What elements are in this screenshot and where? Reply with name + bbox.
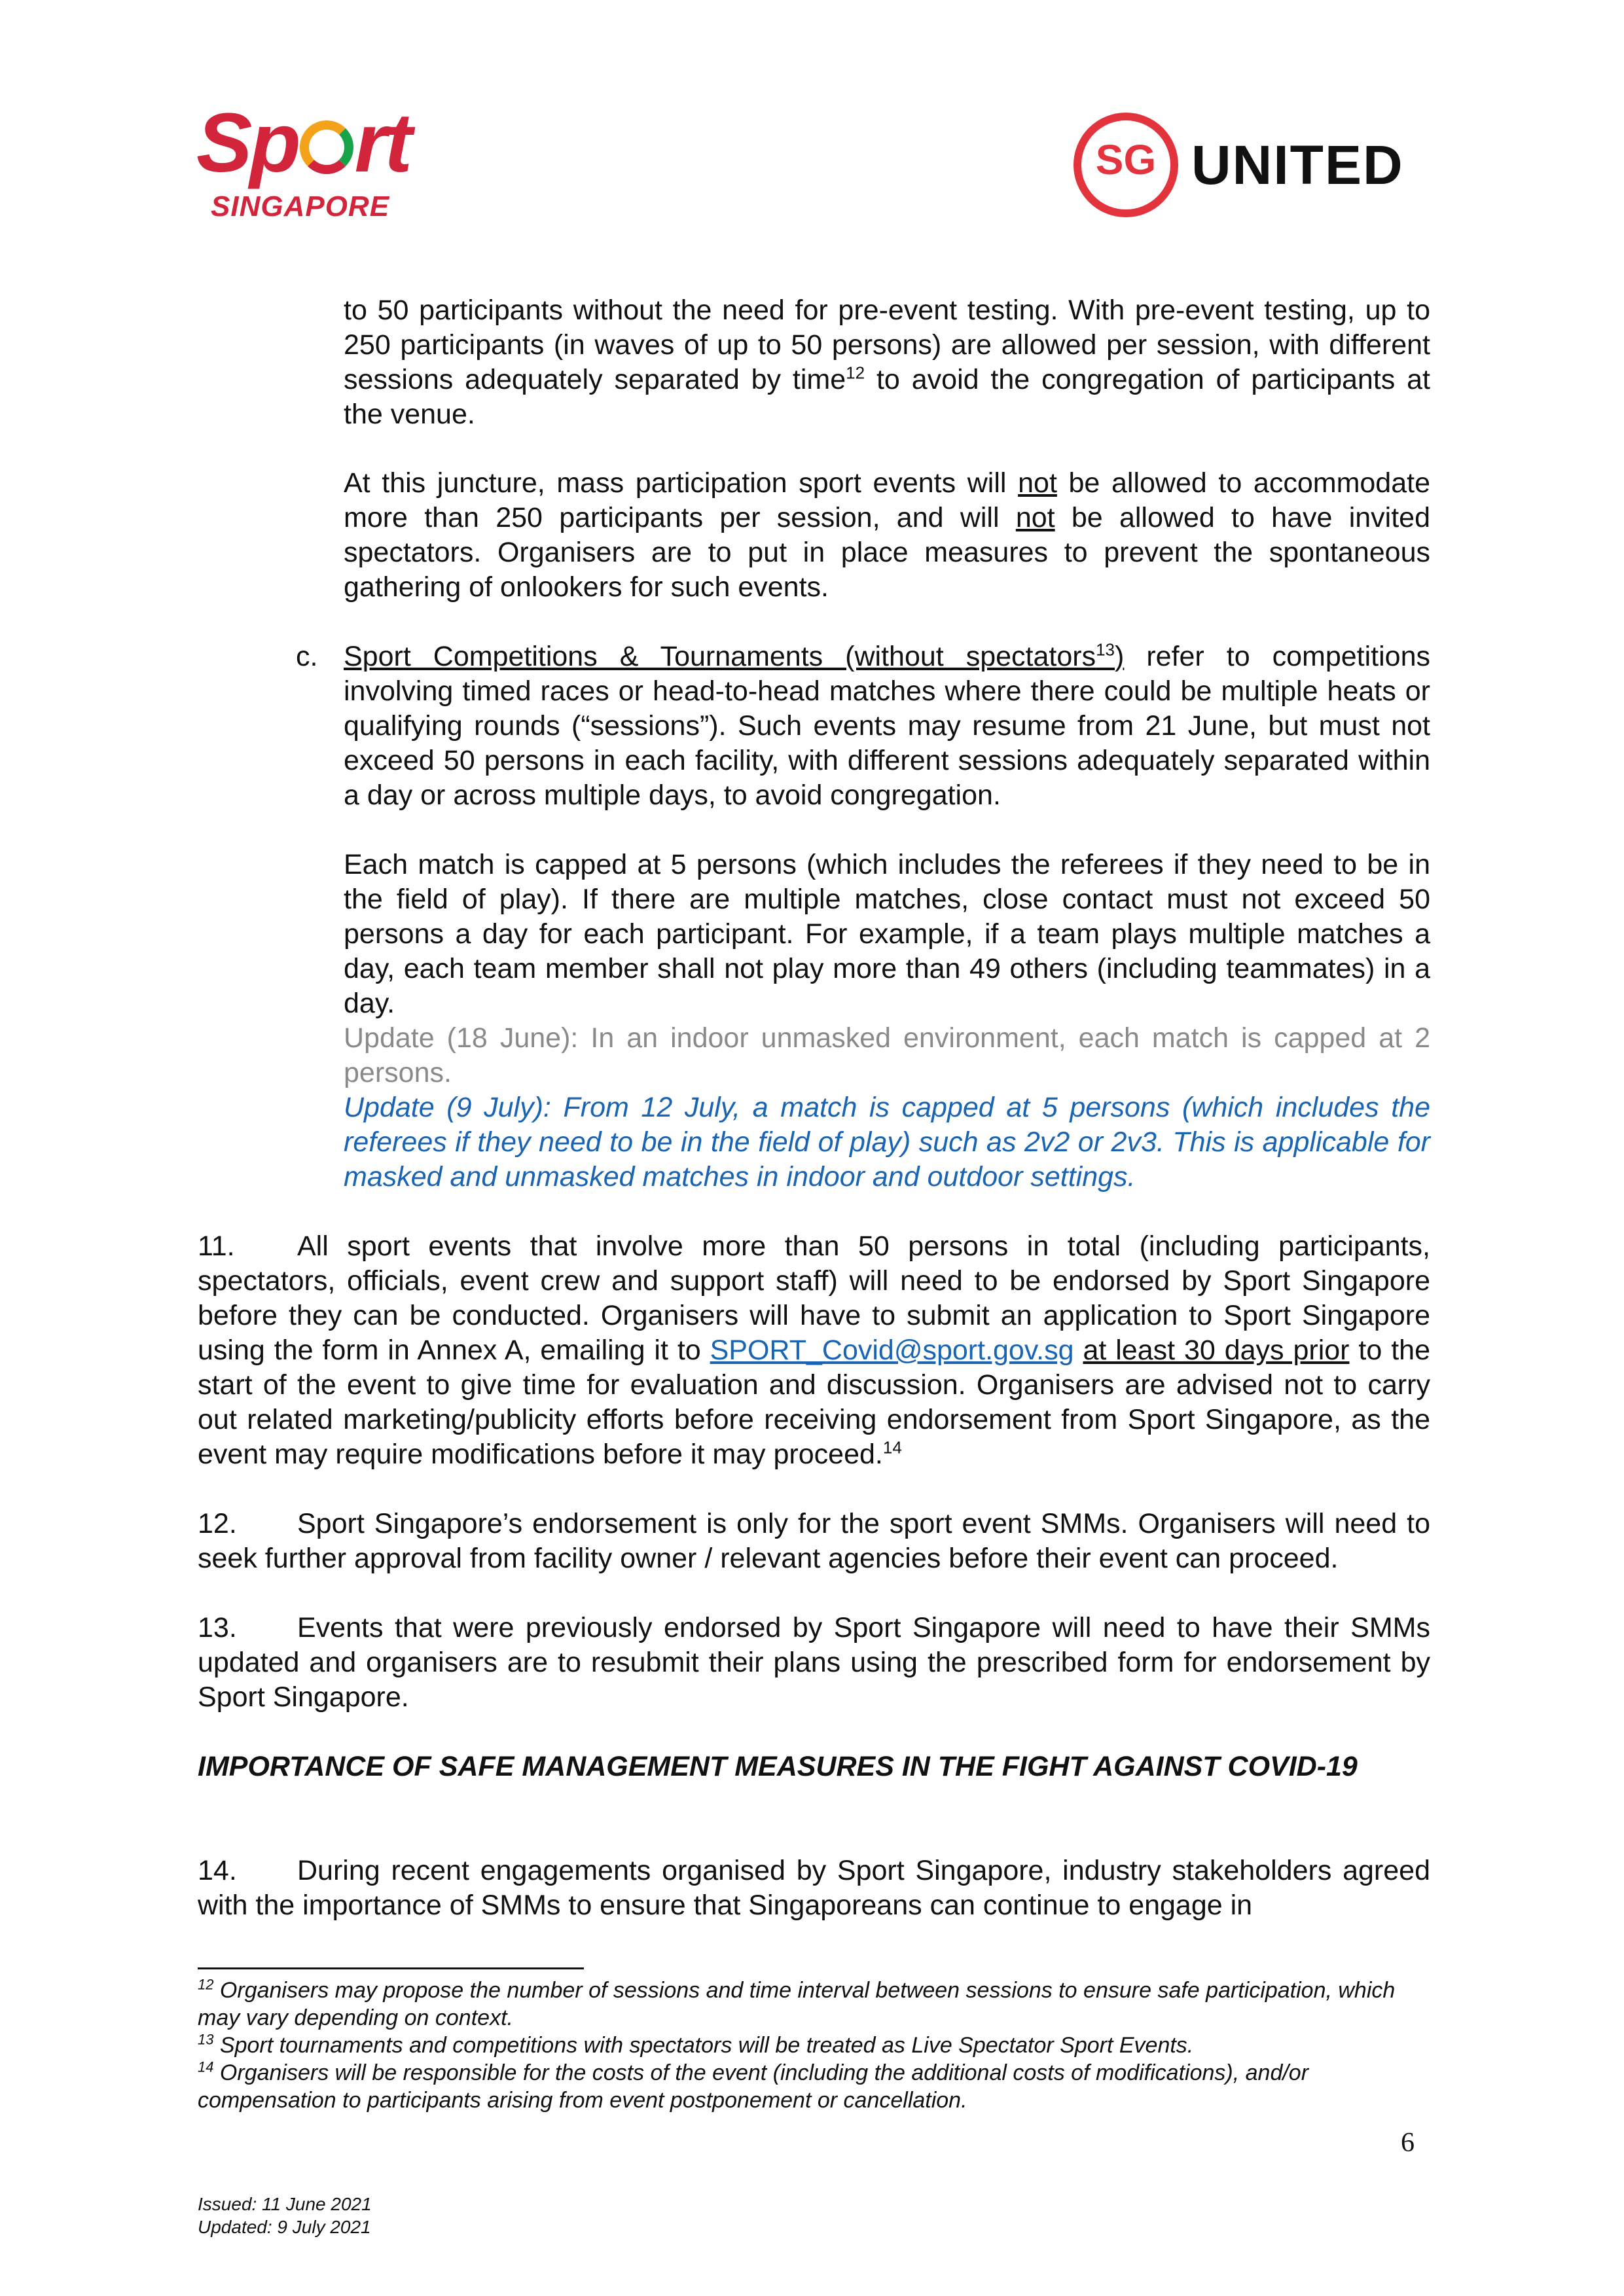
- issued-date: Issued: 11 June 2021: [198, 2194, 372, 2214]
- item-c-paragraph: [344, 639, 1430, 813]
- para12-text: Sport Singapore’s endorsement is only for the sport event SMMs. Organisers will need to seek further approval from facility owner / relevant agencies before their event can proceed.: [198, 1508, 1430, 1574]
- paragraph-14: [198, 1854, 1430, 1923]
- para13-text: Events that were previously endorsed by Sport Singapore will need to have their SMMs updated and organisers are to resubmit their plans using the prescribed form for endorsement by Sport Singapore.: [198, 1612, 1430, 1713]
- mass-text-2: be allowed to accommodate more than 250 participants per session, and will: [344, 467, 1430, 533]
- sg-united-logo: [1074, 113, 1440, 217]
- footnote-divider: [198, 1967, 584, 1969]
- continuation-text-end: to avoid the congregation of participants at the venue.: [344, 364, 1431, 430]
- sport-logo-text-end: rt: [354, 96, 410, 190]
- sport-logo-word: [196, 96, 410, 190]
- footnote-ref-14[interactable]: 14: [882, 1437, 902, 1458]
- sport-singapore-logo: [196, 96, 452, 226]
- email-link[interactable]: SPORT_Covid@sport.gov.sg: [710, 1335, 1074, 1366]
- sport-logo-subtitle: SINGAPORE: [211, 190, 390, 223]
- footnote-number: 13: [198, 2031, 214, 2048]
- footnote-text: Organisers will be responsible for the costs of the event (including the additional costs of modifications), and/or compensation to participants arising from event postponement or cancellation.: [198, 2060, 1309, 2113]
- mass-text-3: be allowed to have invited spectators. Organisers are to put in place measures to prevent the spontaneous gathering of onlookers for such events.: [344, 502, 1430, 603]
- mass-not-1: not: [1018, 467, 1057, 499]
- footnote-ref-13[interactable]: 13: [1096, 639, 1115, 660]
- footnote-text: Sport tournaments and competitions with spectators will be treated as Live Spectator Sport Events.: [213, 2033, 1194, 2058]
- mass-participation-paragraph: [344, 466, 1430, 605]
- footnote-ref-12[interactable]: 12: [846, 363, 865, 383]
- section-heading: IMPORTANCE OF SAFE MANAGEMENT MEASURES IN THE FIGHT AGAINST COVID-19: [198, 1751, 1358, 1782]
- updated-date: Updated: 9 July 2021: [198, 2217, 371, 2237]
- paragraph-13: [198, 1611, 1430, 1715]
- paragraph-12: [198, 1507, 1430, 1576]
- list-marker-c: c.: [296, 641, 318, 672]
- para11-deadline: at least 30 days prior: [1083, 1335, 1350, 1366]
- mass-text-1: At this juncture, mass participation sport events will: [344, 467, 1019, 499]
- footnote-number: 14: [198, 2058, 214, 2075]
- footnote-12: [198, 1977, 1430, 2032]
- continuation-text: to 50 participants without the need for pre-event testing. With pre-event testing, up to 250 participants (in waves of up to 50 persons) are allowed per session, with different sessions adequately separated by time: [344, 295, 1430, 395]
- sport-logo-ring-icon: [300, 120, 353, 174]
- para11-text-3: to the start of the event to give time for evaluation and discussion. Organisers are advised not to carry out related marketing/publicity efforts before receiving endorsement from Sport Singapore, as the event may require modifications before it may proceed.: [198, 1335, 1430, 1470]
- item-c-title-close: ): [1115, 641, 1125, 672]
- sg-badge-text: SG: [1095, 136, 1157, 183]
- match-cap-text: Each match is capped at 5 persons (which includes the referees if they need to be in the field of play). If there are multiple matches, close contact must not exceed 50 persons a day for each participant. For example, if a team plays multiple matches a day, each team member shall not play more than 49 others (including teammates) in a day.: [344, 849, 1430, 1019]
- paragraph-number: 13.: [198, 1612, 237, 1643]
- mass-not-2: not: [1015, 502, 1055, 533]
- item-c-title-text: Sport Competitions & Tournaments (without spectators: [344, 641, 1096, 672]
- para14-text: During recent engagements organised by Sport Singapore, industry stakeholders agreed with the importance of SMMs to ensure that Singaporeans can continue to engage in: [198, 1855, 1430, 1921]
- sport-logo-text-start: Sp: [196, 96, 298, 190]
- match-cap-paragraph: [344, 848, 1430, 1021]
- issued-dates: [198, 2193, 372, 2238]
- update-9-july: Update (9 July): From 12 July, a match is capped at 5 persons (which includes the referees if they need to be in the field of play) such as 2v2 or 2v3. This is applicable for masked and unmasked matches in indoor and outdoor settings.: [344, 1092, 1430, 1193]
- update-18-june: Update (18 June): In an indoor unmasked environment, each match is capped at 2 persons.: [344, 1022, 1430, 1088]
- item-c-title: [344, 641, 1124, 672]
- footnote-text: Organisers may propose the number of sessions and time interval between sessions to ensure safe participation, which may vary depending on context.: [198, 1978, 1396, 2030]
- paragraph-11: [198, 1229, 1430, 1472]
- page-number: 6: [1401, 2128, 1415, 2158]
- para11-space: [1074, 1335, 1083, 1366]
- sg-united-text: UNITED: [1191, 134, 1404, 196]
- para11-text-1: All sport events that involve more than 50 persons in total (including participants, spectators, officials, event crew and support staff) will need to be endorsed by Sport Singapore before they can be conducted. Organisers will have to submit an application to Sport Singapore using the form in Annex A, emailing it to: [198, 1230, 1430, 1366]
- paragraph-number: 12.: [198, 1508, 237, 1539]
- item-c-body: refer to competitions involving timed races or head-to-head matches where there could be multiple heats or qualifying rounds (“sessions”). Such events may resume from 21 June, but must not exceed 50 persons in each facility, with different sessions adequately separated within a day or across multiple days, to avoid congregation.: [344, 641, 1430, 811]
- footnote-13: [198, 2032, 1430, 2059]
- continuation-paragraph: [344, 293, 1430, 432]
- paragraph-number: 11.: [198, 1230, 235, 1262]
- footnote-14: [198, 2059, 1430, 2114]
- footnote-number: 12: [198, 1976, 214, 1993]
- footnotes: [198, 1977, 1430, 2114]
- paragraph-number: 14.: [198, 1855, 237, 1886]
